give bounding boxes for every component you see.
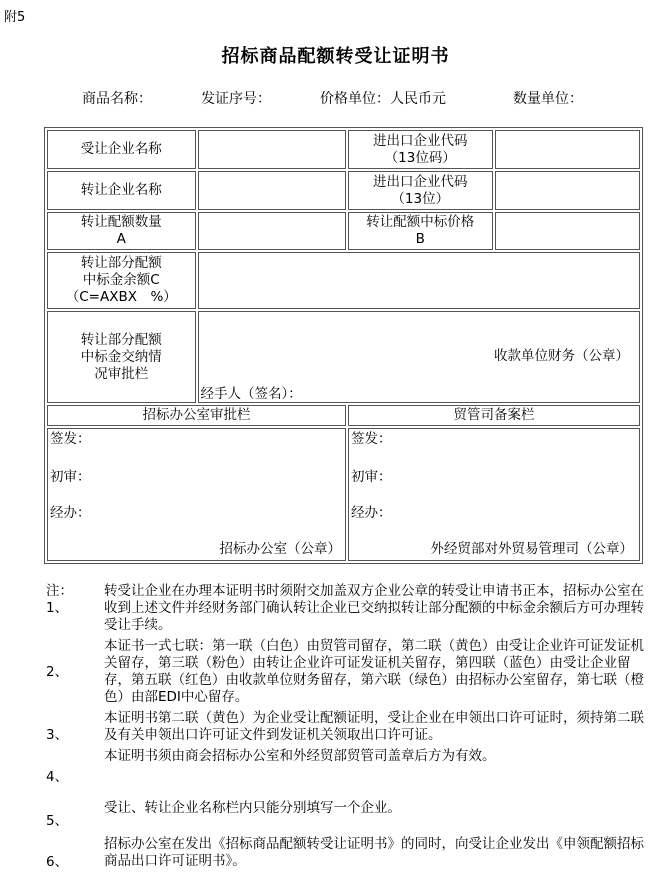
payment-review-label [47, 311, 196, 403]
ie-code-label-1 [348, 130, 492, 169]
transfer-price-field[interactable] [495, 212, 641, 250]
first-review-label: 初审： [351, 469, 392, 485]
balance-line-1: 转让部分配额 [80, 255, 162, 271]
note-number: 4、 [46, 769, 69, 785]
trade-filing-header: 贸管司备案栏 [348, 405, 640, 426]
balance-field[interactable] [198, 252, 640, 309]
note-text: 招标办公室在发出《招标商品配额转受让证明书》的同时，向受让企业发出《申领配额招标商品出口许可证明书》。 [104, 836, 644, 869]
payment-review-field[interactable] [198, 311, 640, 403]
transfer-form-table [44, 127, 643, 564]
note-text: 本证书一式七联：第一联（白色）由贸管司留存，第二联（黄色）由受让企业许可证发证机关留存，第三联（粉色）由转让企业许可证发证机关留存，第四联（蓝色）由受让企业留存，第五联（红色）由收款单位财务留存，第六联（绿色）由招标办公室留存，第七联（橙色）由部EDI中心留存。 [104, 638, 644, 705]
price-unit-label: 价格单位：人民币元 [320, 91, 446, 107]
office-seal-label: 招标办公室（公章） [219, 541, 342, 557]
ie-code-line: 进出口企业代码 [373, 173, 468, 190]
transferee-name-label: 受让企业名称 [47, 130, 196, 169]
handled-label: 经办： [351, 505, 392, 521]
note-number: 5、 [46, 813, 69, 829]
transferor-name-label: 转让企业名称 [47, 171, 196, 210]
note-number: 3、 [46, 727, 69, 743]
trade-filing-field[interactable] [348, 428, 640, 561]
transfer-qty-label [47, 212, 196, 250]
first-review-label: 初审： [50, 469, 91, 485]
office-approval-header: 招标办公室审批栏 [47, 405, 346, 426]
note-item [44, 583, 644, 634]
note-item [44, 748, 644, 788]
transfer-price-line: 转让配额中标价格 [366, 214, 475, 230]
handled-label: 经办： [50, 505, 91, 521]
qty-unit-label: 数量单位： [513, 91, 583, 107]
transfer-price-label [348, 212, 492, 250]
transfer-price-sub: B [415, 231, 425, 247]
balance-line-2: 中标金余额C [82, 272, 160, 288]
note-number: 6、 [46, 854, 69, 870]
transferee-name-field[interactable] [198, 130, 347, 169]
ie-code-sub: （13位码） [384, 149, 456, 166]
handler-sign-label: 经手人（签名）： [200, 386, 302, 402]
finance-seal-label: 收款单位财务（公章） [494, 348, 629, 364]
note-text: 本证明书第二联（黄色）为企业受让配额证明，受让企业在申领出口许可证时，须持第二联及有关申领出口许可证文件到发证机关领取出口许可证。 [104, 710, 644, 743]
appendix-label: 附5 [4, 10, 26, 25]
note-text: 转受让企业在办理本证明书时须附交加盖双方企业公章的转受让申请书正本，招标办公室在收到上述文件并经财务部门确认转让企业已交纳拟转让部分配额的中标金余额后方可办理转受让手续。 [104, 583, 644, 633]
office-approval-field[interactable] [47, 428, 346, 561]
issue-label: 签发： [351, 431, 392, 447]
note-item [44, 836, 644, 871]
note-number: 注： 1、 [46, 583, 73, 616]
balance-line-3: （C=AXBX %） [65, 289, 177, 305]
note-item [44, 792, 644, 832]
payment-review-line-2: 中标金交纳情 [80, 348, 162, 365]
transfer-qty-line: 转让配额数量 [80, 214, 162, 230]
ie-code-line: 进出口企业代码 [373, 132, 468, 149]
ministry-seal-label: 外经贸部对外贸易管理司（公章） [430, 541, 633, 557]
notes-label: 注： [46, 583, 73, 599]
note-number: 2、 [46, 663, 69, 680]
ie-code-field-2[interactable] [495, 171, 641, 210]
transfer-qty-sub: A [116, 231, 126, 247]
document-title: 招标商品配额转受让证明书 [221, 46, 450, 67]
ie-code-field-1[interactable] [495, 130, 641, 169]
note-text: 本证明书须由商会招标办公室和外经贸部贸管司盖章后方为有效。 [104, 748, 496, 764]
note-item [44, 638, 644, 706]
issue-label: 签发： [50, 431, 91, 447]
transfer-qty-field[interactable] [198, 212, 347, 250]
note-text: 受让、转让企业名称栏内只能分别填写一个企业。 [104, 800, 401, 816]
product-name-label: 商品名称： [82, 91, 152, 107]
transferor-name-field[interactable] [198, 171, 347, 210]
ie-code-label-2 [348, 171, 492, 210]
notes-section [44, 583, 644, 875]
payment-review-line-3: 况审批栏 [94, 365, 149, 382]
payment-review-line-1: 转让部分配额 [80, 331, 162, 348]
ie-code-sub: （13位） [391, 190, 450, 207]
balance-label [47, 252, 196, 309]
note-item [44, 710, 644, 744]
serial-no-label: 发证序号： [201, 91, 271, 107]
